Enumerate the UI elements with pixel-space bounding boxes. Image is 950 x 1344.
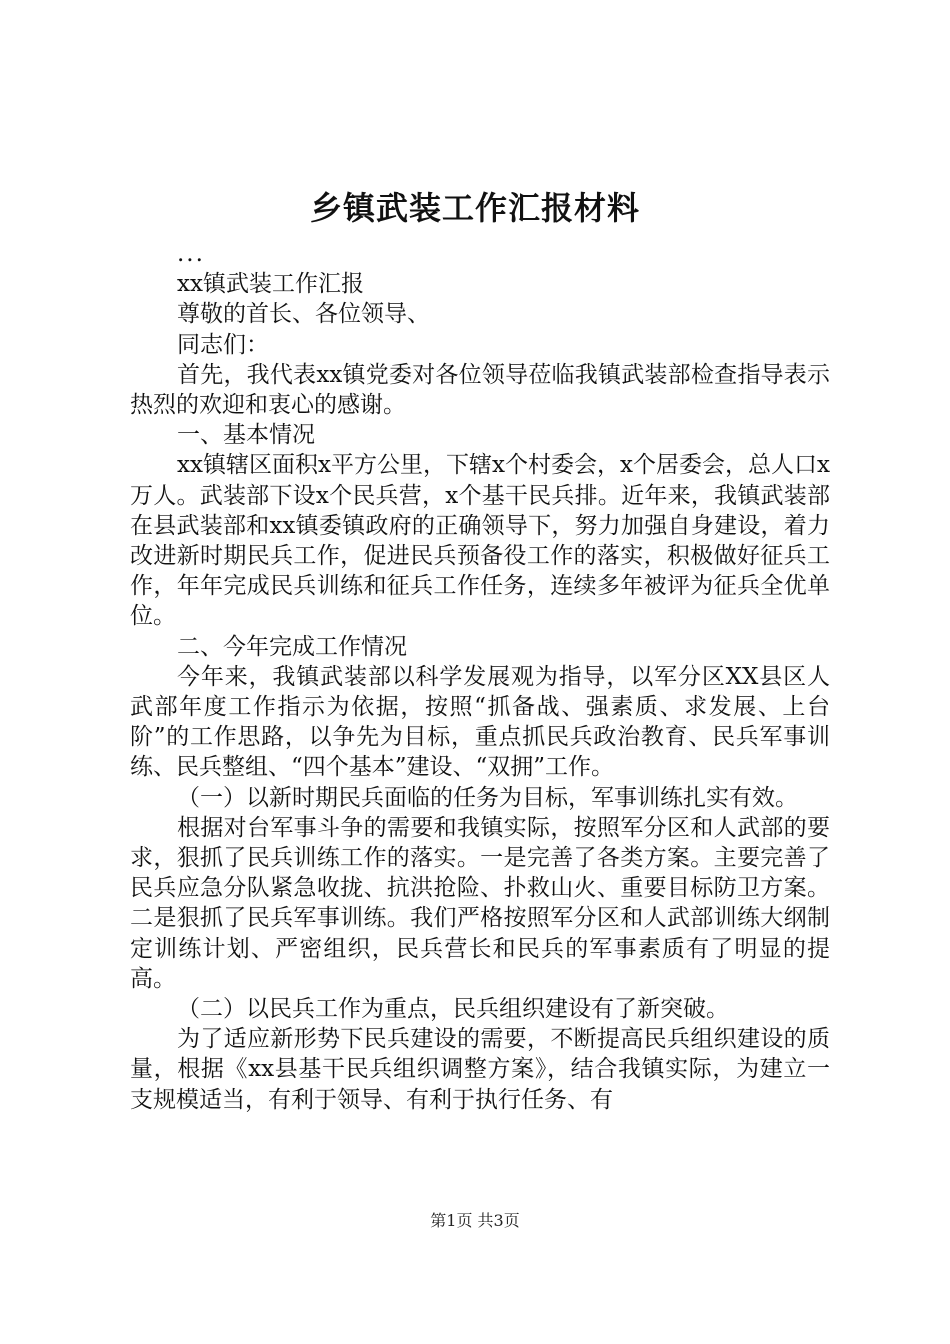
ellipsis-line: ...	[177, 241, 205, 267]
section-heading-work: 二、今年完成工作情况	[177, 633, 407, 660]
report-subtitle: xx镇武装工作汇报	[177, 271, 364, 298]
subsection-heading-organization: （二）以民兵工作为重点，民兵组织建设有了新突破。	[177, 996, 729, 1023]
paragraph-work-overview: 今年来，我镇武装部以科学发展观为指导，以军分区XX县区人武部年度工作指示为依据，按照“抓备战、强素质、求发展、上台阶”的工作思路，以争先为目标，重点抓民兵政治教育、民兵军事训练、民兵整组、“四个基本”建设、“双拥”工作。	[130, 663, 830, 781]
salutation-comrades: 同志们：	[177, 331, 269, 358]
document-title: 乡镇武装工作汇报材料	[309, 189, 640, 227]
paragraph-basic-info: xx镇辖区面积x平方公里，下辖x个村委会，x个居委会，总人口x万人。武装部下设x个民兵营，x个基干民兵排。近年来，我镇武装部在县武装部和xx镇委镇政府的正确领导下，努力加强自身建设，着力改进新时期民兵工作，促进民兵预备役工作的落实，积极做好征兵工作，年年完成民兵训练和征兵工作任务，连续多年被评为征兵全优单位。	[130, 452, 830, 630]
document-body	[130, 239, 830, 1115]
subsection-heading-training: （一）以新时期民兵面临的任务为目标，军事训练扎实有效。	[177, 784, 798, 811]
paragraph-training: 根据对台军事斗争的需要和我镇实际，按照军分区和人武部的要求，狠抓了民兵训练工作的落实。一是完善了各类方案。主要完善了民兵应急分队紧急收拢、抗洪抢险、扑救山火、重要目标防卫方案。二是狠抓了民兵军事训练。我们严格按照军分区和人武部训练大纲制定训练计划、严密组织，民兵营长和民兵的军事素质有了明显的提高。	[130, 814, 830, 992]
paragraph-opening: 首先，我代表xx镇党委对各位领导莅临我镇武装部检查指导表示热烈的欢迎和衷心的感谢。	[130, 361, 830, 419]
page-footer: 第1页 共3页	[430, 1211, 520, 1230]
section-heading-basic: 一、基本情况	[177, 422, 315, 449]
paragraph-organization: 为了适应新形势下民兵建设的需要，不断提高民兵组织建设的质量，根据《xx县基干民兵组织调整方案》，结合我镇实际，为建立一支规模适当，有利于领导、有利于执行任务、有	[130, 1026, 830, 1113]
salutation-line: 尊敬的首长、各位领导、	[177, 301, 430, 328]
